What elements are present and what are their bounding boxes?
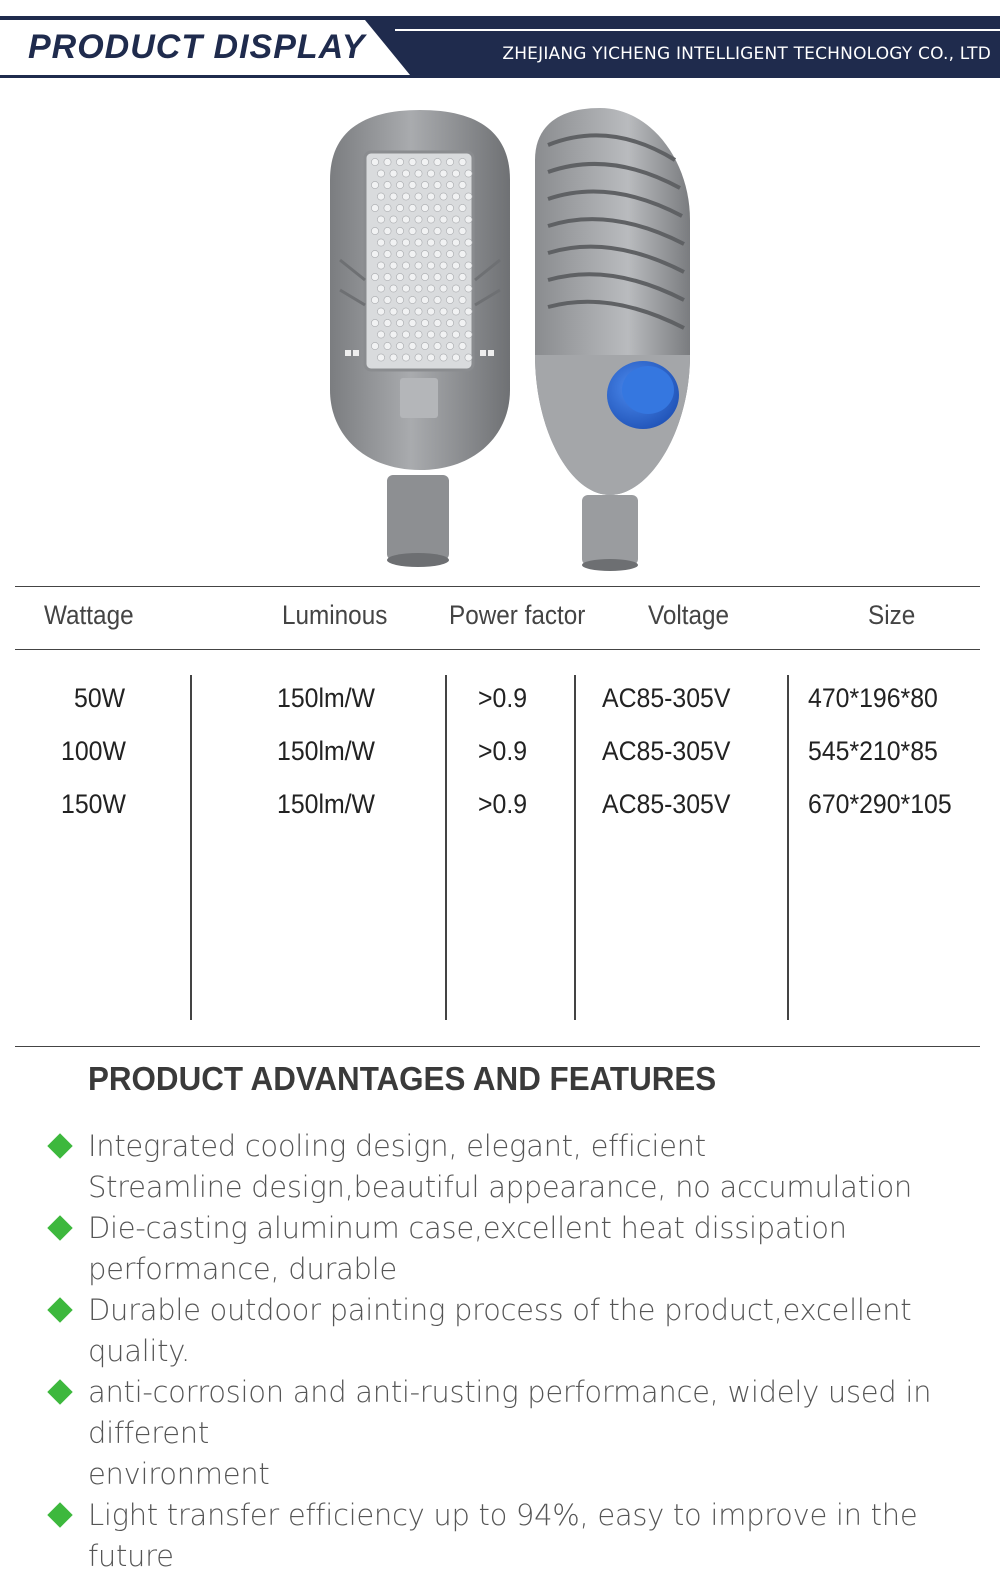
feature-text: Light transfer efficiency up to 94%, easy to improve in the future xyxy=(88,1498,918,1573)
cell-luminous: 150lm/W xyxy=(277,683,376,713)
page-header xyxy=(0,0,1000,85)
bullet-diamond-icon xyxy=(47,1502,72,1527)
product-image xyxy=(320,100,700,575)
company-name: ZHEJIANG YICHENG INTELLIGENT TECHNOLOGY CO., LTD xyxy=(502,44,991,64)
header-divider xyxy=(395,29,1000,31)
bullet-diamond-icon xyxy=(47,1297,72,1322)
cell-luminous: 150lm/W xyxy=(277,789,376,819)
bullet-diamond-icon xyxy=(47,1133,72,1158)
list-item xyxy=(0,1495,1000,1577)
col-header-size: Size xyxy=(868,600,916,630)
cell-wattage: 100W xyxy=(61,736,126,766)
table-top-rule xyxy=(15,586,980,587)
list-item xyxy=(0,1208,1000,1290)
col-header-voltage: Voltage xyxy=(648,600,730,630)
bullet-diamond-icon xyxy=(47,1379,72,1404)
feature-text: Die-casting aluminum case,excellent heat dissipation xyxy=(88,1211,847,1245)
col-header-luminous: Luminous xyxy=(282,600,388,630)
cell-voltage: AC85-305V xyxy=(602,683,731,713)
cell-size: 545*210*85 xyxy=(808,736,938,766)
street-light-back xyxy=(535,108,690,571)
col-header-wattage: Wattage xyxy=(44,600,134,630)
cell-power-factor: >0.9 xyxy=(478,789,528,819)
cell-wattage: 150W xyxy=(61,789,126,819)
feature-text: Durable outdoor painting process of the product,excellent quality. xyxy=(88,1293,912,1368)
list-item xyxy=(0,1372,1000,1495)
column-divider xyxy=(787,675,789,1020)
column-divider xyxy=(574,675,576,1020)
street-light-front xyxy=(330,110,510,567)
cell-wattage: 50W xyxy=(74,683,126,713)
feature-text: Integrated cooling design, elegant, efficient xyxy=(88,1129,706,1163)
table-bottom-rule xyxy=(15,1046,980,1047)
column-divider xyxy=(190,675,192,1020)
feature-text: environment xyxy=(88,1457,270,1491)
cell-voltage: AC85-305V xyxy=(602,736,731,766)
page-title: PRODUCT DISPLAY xyxy=(28,28,366,66)
bullet-diamond-icon xyxy=(47,1215,72,1240)
feature-text: Streamline design,beautiful appearance, no accumulation xyxy=(88,1170,912,1204)
col-header-power-factor: Power factor xyxy=(449,600,586,630)
feature-text: anti-corrosion and anti-rusting performance, widely used in different xyxy=(88,1375,932,1450)
table-header-rule xyxy=(15,649,980,650)
cell-luminous: 150lm/W xyxy=(277,736,376,766)
list-item xyxy=(0,1290,1000,1372)
cell-power-factor: >0.9 xyxy=(478,683,528,713)
column-divider xyxy=(445,675,447,1020)
cell-size: 670*290*105 xyxy=(808,789,952,819)
features-title: PRODUCT ADVANTAGES AND FEATURES xyxy=(88,1060,717,1097)
features-list xyxy=(0,1126,1000,1577)
cell-power-factor: >0.9 xyxy=(478,736,528,766)
cell-voltage: AC85-305V xyxy=(602,789,731,819)
list-item xyxy=(0,1126,1000,1208)
feature-text: performance, durable xyxy=(88,1252,397,1286)
cell-size: 470*196*80 xyxy=(808,683,938,713)
